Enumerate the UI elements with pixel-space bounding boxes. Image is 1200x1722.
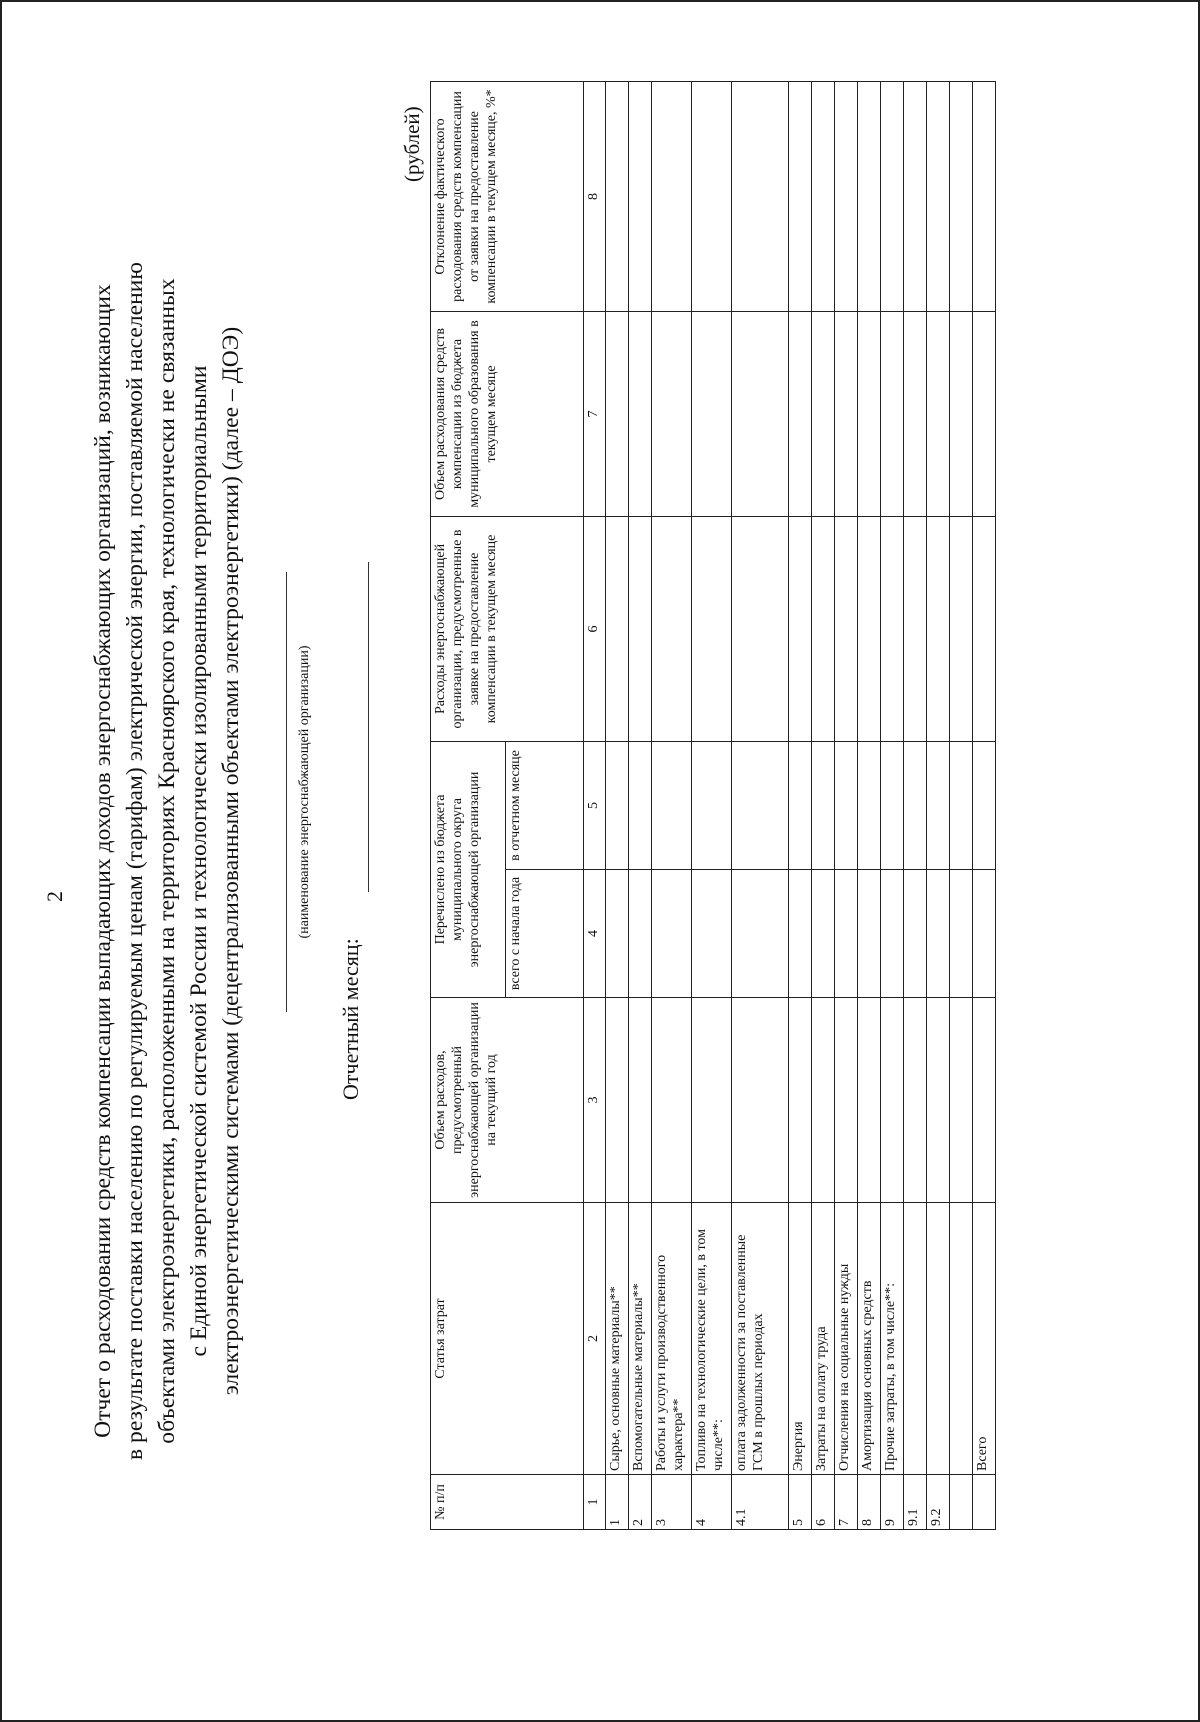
cell [835, 870, 858, 998]
cell [789, 870, 812, 998]
cell [732, 516, 789, 741]
cell [606, 998, 629, 1203]
row-item: Амортизация основных средств [858, 1203, 881, 1475]
cell [881, 311, 904, 516]
cell [606, 870, 629, 998]
cell [881, 870, 904, 998]
cell [950, 870, 973, 998]
table-row [835, 81, 858, 1529]
table-row [692, 81, 732, 1529]
cell [973, 870, 996, 998]
cell [950, 81, 973, 311]
cell [927, 741, 950, 869]
cell [692, 311, 732, 516]
row-item [904, 1203, 927, 1475]
cell [629, 516, 652, 741]
cell [606, 516, 629, 741]
cell [789, 998, 812, 1203]
table-row [904, 81, 927, 1529]
column-number: 4 [584, 870, 606, 998]
cell [652, 516, 692, 741]
cell [629, 311, 652, 516]
header-col-num: № п/п [431, 1475, 584, 1530]
expense-report-table [430, 81, 996, 1530]
cell [629, 81, 652, 311]
organization-caption: (наименование энергоснабжающей организации) [297, 645, 312, 939]
cell [789, 741, 812, 869]
row-item: Отчисления на социальные нужды [835, 1203, 858, 1475]
row-item: Сырье, основные материалы** [606, 1203, 629, 1475]
cell [881, 516, 904, 741]
cell [835, 516, 858, 741]
cell [950, 311, 973, 516]
cell [732, 741, 789, 869]
cell [950, 998, 973, 1203]
cell [812, 311, 835, 516]
cell [652, 998, 692, 1203]
cell [973, 311, 996, 516]
row-number: 2 [629, 1475, 652, 1530]
cell [881, 81, 904, 311]
cell [927, 998, 950, 1203]
cell [692, 516, 732, 741]
cell [732, 998, 789, 1203]
cell [692, 870, 732, 998]
header-col-since-year-start: всего с начала года [506, 870, 584, 998]
column-numbers-row [584, 81, 606, 1529]
cell [927, 870, 950, 998]
title-line-3: объектами электроэнергетики, расположенными на территориях Красноярского края, технологически не связанных [154, 278, 180, 1444]
table-row [881, 81, 904, 1529]
column-number: 6 [584, 516, 606, 741]
cell [858, 998, 881, 1203]
cell [732, 81, 789, 311]
cell [692, 81, 732, 311]
row-number: 9 [881, 1475, 904, 1530]
cell [904, 81, 927, 311]
cell [629, 870, 652, 998]
reporting-month-line [368, 562, 369, 892]
row-item [950, 1203, 973, 1475]
table-row [629, 81, 652, 1529]
column-number: 8 [584, 81, 606, 311]
cell [812, 81, 835, 311]
header-col-transferred-group: Перечислено из бюджета муниципального округа энергоснабжающей организации [431, 741, 506, 997]
reporting-month-label: Отчетный месяц: [338, 938, 363, 1100]
cell [858, 516, 881, 741]
cell [652, 741, 692, 869]
row-number: 6 [812, 1475, 835, 1530]
row-item: Вспомогательные материалы** [629, 1203, 652, 1475]
title-line-1: Отчет о расходовании средств компенсации выпадающих доходов энергоснабжающих организаций, возникающих [90, 284, 116, 1438]
cell [732, 311, 789, 516]
cell [692, 998, 732, 1203]
currency-unit: (рублей) [400, 106, 424, 182]
row-number: 9.1 [904, 1475, 927, 1530]
cell [789, 516, 812, 741]
title-line-2: в результате поставки населению по регулируемым ценам (тарифам) электрической энергии, поставляемой населению [122, 261, 148, 1461]
cell [927, 311, 950, 516]
row-number: 7 [835, 1475, 858, 1530]
cell [629, 741, 652, 869]
table-header-row [431, 81, 506, 1529]
cell [812, 741, 835, 869]
table-row [927, 81, 950, 1529]
cell [904, 998, 927, 1203]
cell [606, 741, 629, 869]
row-number: 4 [692, 1475, 732, 1530]
cell [973, 516, 996, 741]
table-row [950, 81, 973, 1529]
header-col-planned: Объем расходов, предусмотренный энергоснабжающей организации на текущий год [431, 998, 584, 1203]
cell [950, 741, 973, 869]
table-row [652, 81, 692, 1529]
cell [835, 741, 858, 869]
cell [835, 81, 858, 311]
table-row [812, 81, 835, 1529]
cell [881, 998, 904, 1203]
cell [904, 516, 927, 741]
row-item: Энергия [789, 1203, 812, 1475]
row-number: 1 [606, 1475, 629, 1530]
row-number: 5 [789, 1475, 812, 1530]
column-number: 5 [584, 741, 606, 869]
row-number: 9.2 [927, 1475, 950, 1530]
header-col-item: Статья затрат [431, 1203, 584, 1475]
page-number: 2 [42, 891, 67, 902]
cell [812, 516, 835, 741]
cell [812, 870, 835, 998]
row-number: 4.1 [732, 1475, 789, 1530]
cell [732, 870, 789, 998]
cell [606, 311, 629, 516]
cell [904, 741, 927, 869]
cell [835, 998, 858, 1203]
cell [858, 81, 881, 311]
row-item: Прочие затраты, в том числе**: [881, 1203, 904, 1475]
organization-name-line [286, 572, 287, 1012]
cell [950, 516, 973, 741]
cell [629, 998, 652, 1203]
header-col-spent: Объем расходования средств компенсации из бюджета муниципального образования в текущем месяце [431, 311, 584, 516]
row-item: Затраты на оплату труда [812, 1203, 835, 1475]
cell [927, 81, 950, 311]
table-row [606, 81, 629, 1529]
cell [858, 741, 881, 869]
cell [835, 311, 858, 516]
cell [973, 998, 996, 1203]
row-number [950, 1475, 973, 1530]
row-item-total: Всего [973, 1203, 996, 1475]
table-row [732, 81, 789, 1529]
header-col-reporting-month: в отчетном месяце [506, 741, 584, 869]
column-number: 3 [584, 998, 606, 1203]
row-item [927, 1203, 950, 1475]
row-item: Топливо на технологические цели, в том числе**: [692, 1203, 732, 1475]
column-number: 7 [584, 311, 606, 516]
cell [904, 311, 927, 516]
column-number: 1 [584, 1475, 606, 1530]
header-col-requested: Расходы энергоснабжающей организации, предусмотренные в заявке на предоставление компенсации в текущем месяце [431, 516, 584, 741]
cell [652, 81, 692, 311]
table-row [789, 81, 812, 1529]
column-number: 2 [584, 1203, 606, 1475]
table-row-total [973, 81, 996, 1529]
table-row [858, 81, 881, 1529]
cell [973, 741, 996, 869]
cell [789, 311, 812, 516]
cell [927, 516, 950, 741]
row-item: Работы и услуги производственного характера** [652, 1203, 692, 1475]
cell [881, 741, 904, 869]
cell [692, 741, 732, 869]
cell [812, 998, 835, 1203]
title-line-4: с Единой энергетической системой России и технологически изолированными территориальными [186, 365, 212, 1357]
cell [606, 81, 629, 311]
row-item: оплата задолженности за поставленные ГСМ в прошлых периодах [732, 1203, 789, 1475]
cell [858, 870, 881, 998]
header-col-deviation: Отклонение фактического расходования средств компенсации от заявки на предоставление компенсации в текущем месяце, %* [431, 81, 584, 311]
cell [652, 311, 692, 516]
cell [652, 870, 692, 998]
cell [973, 81, 996, 311]
row-number [973, 1475, 996, 1530]
title-line-5: электроэнергетическими системами (децентрализованными объектами электроэнергетики) (далее – ДОЭ) [218, 326, 244, 1396]
cell [789, 81, 812, 311]
row-number: 8 [858, 1475, 881, 1530]
cell [904, 870, 927, 998]
cell [858, 311, 881, 516]
row-number: 3 [652, 1475, 692, 1530]
